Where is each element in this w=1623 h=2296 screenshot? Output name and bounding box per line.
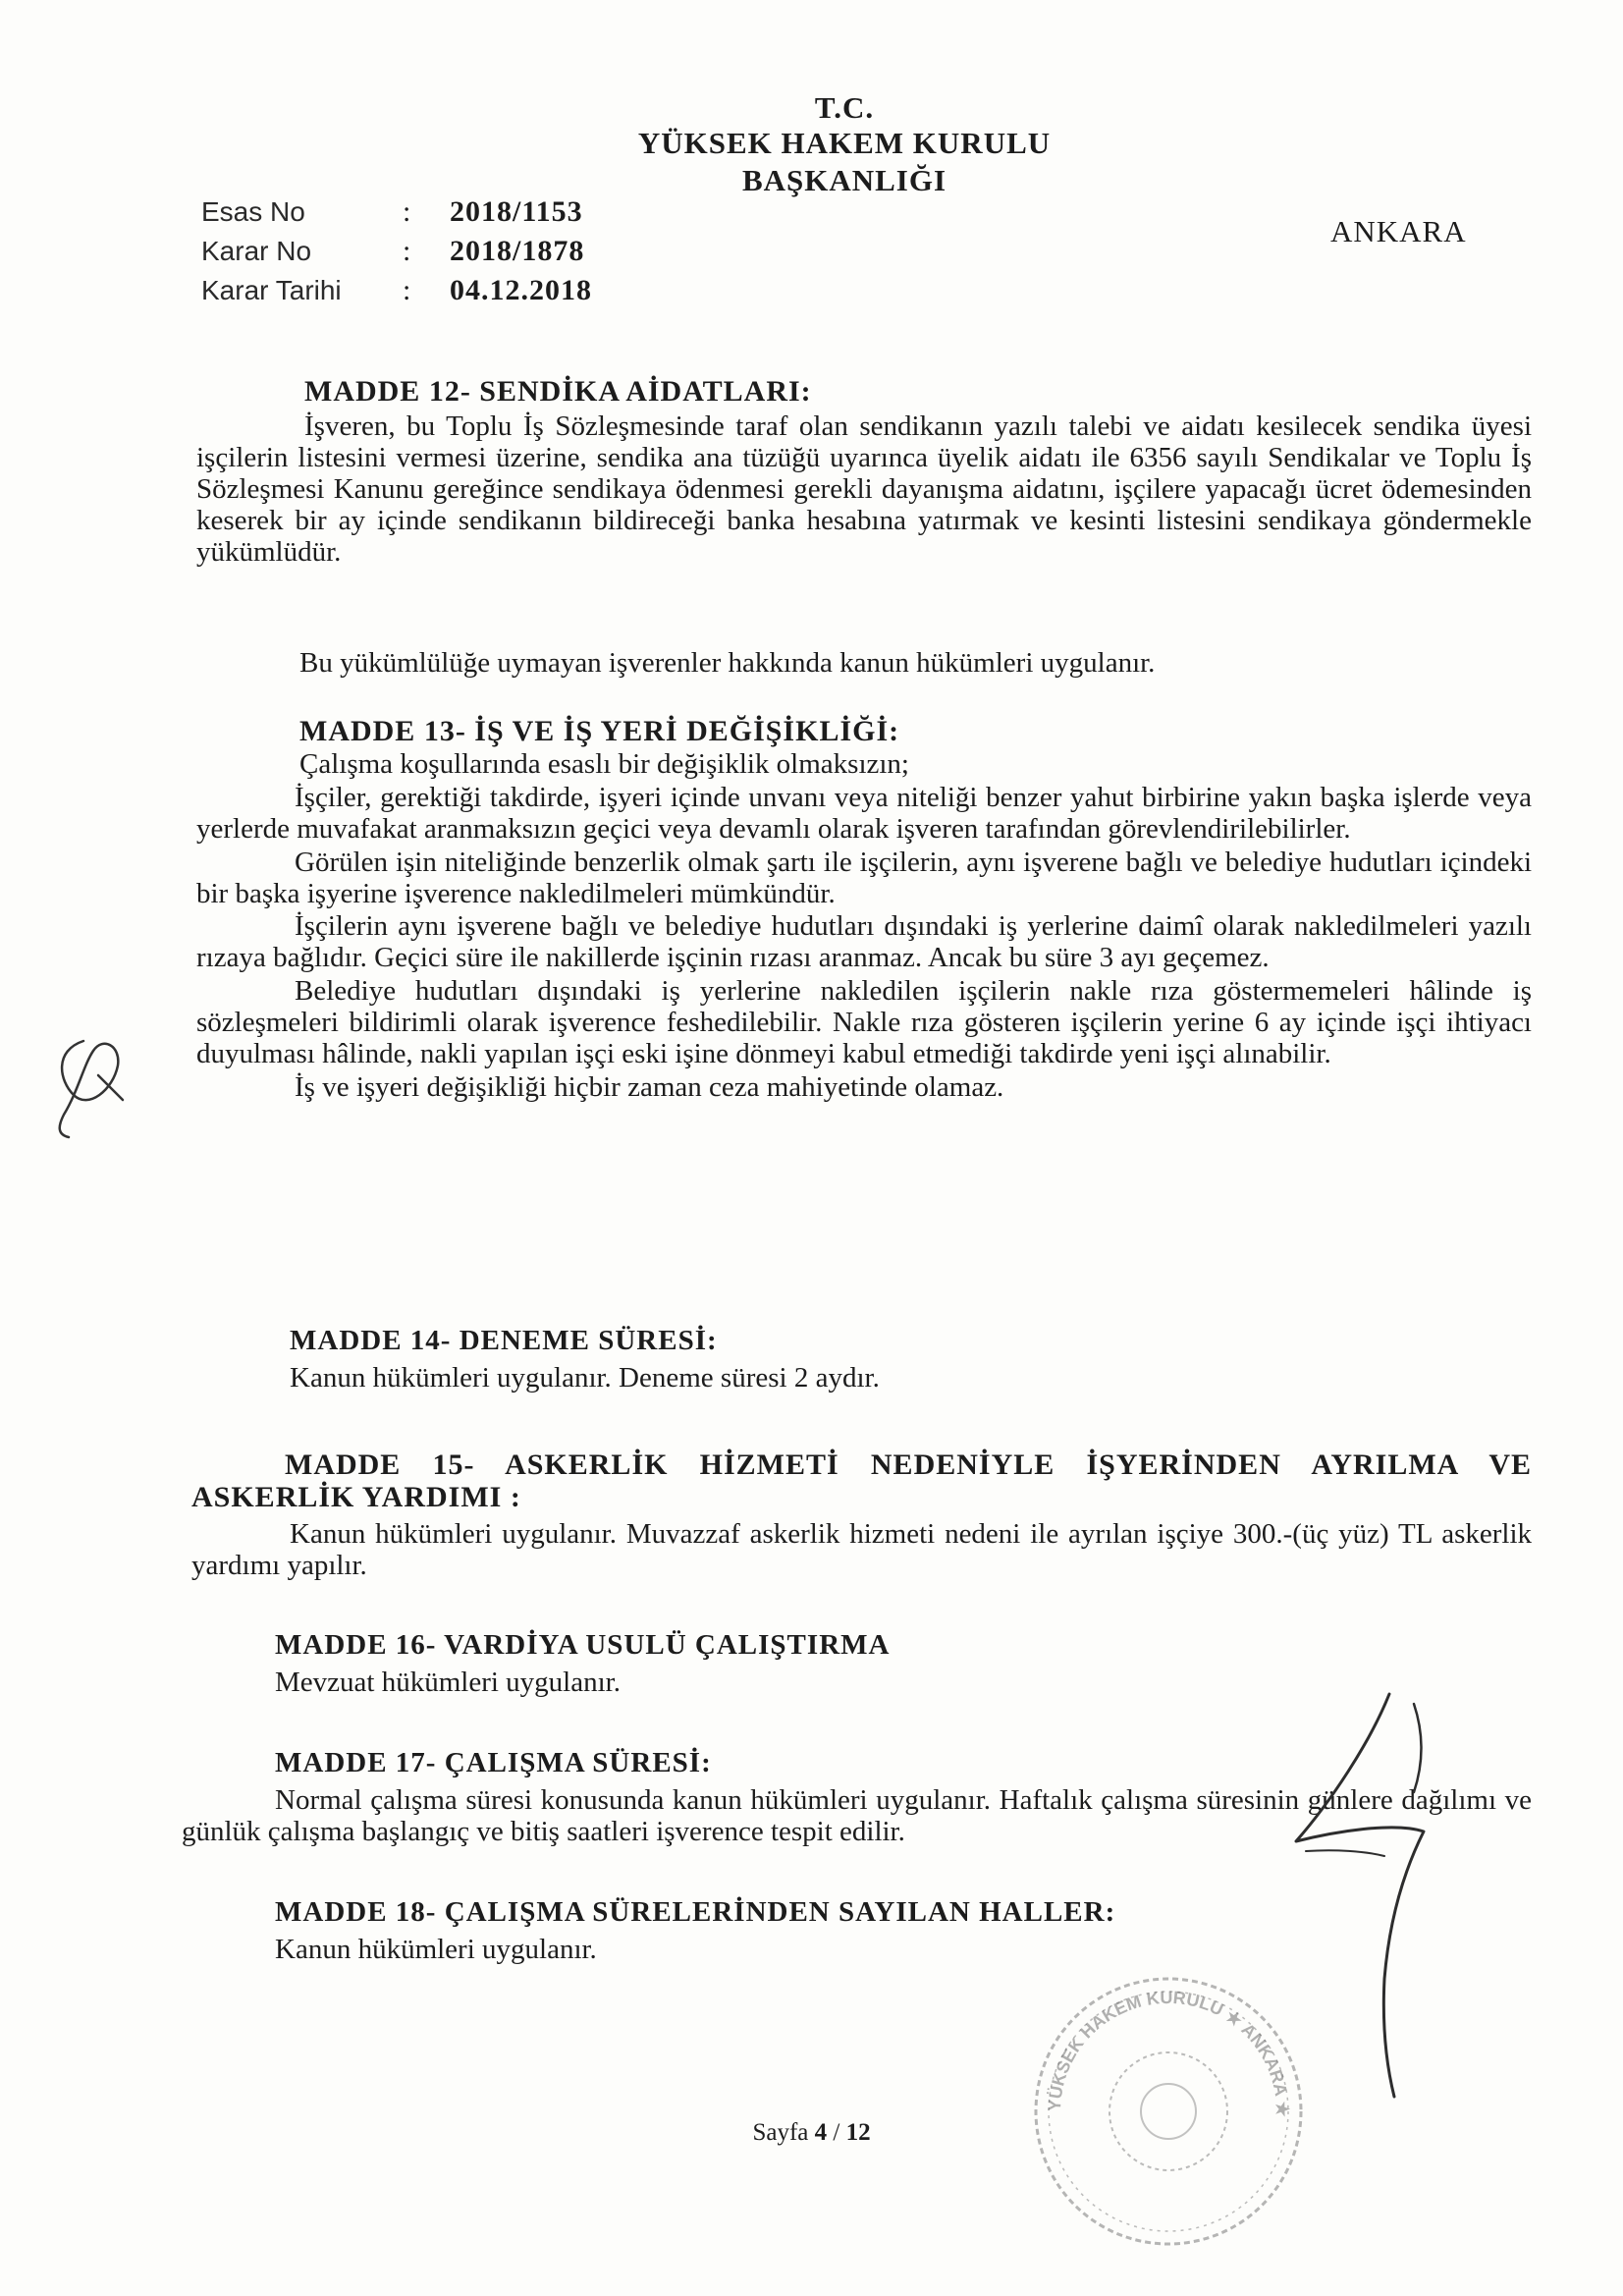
article-16-text: Mevzuat hükümleri uygulanır. — [275, 1666, 621, 1698]
article-12-heading: MADDE 12- SENDİKA AİDATLARI: — [304, 375, 812, 408]
article-13-paragraph-1: İşçiler, gerektiği takdirde, işyeri içinde unvanı veya niteliği benzer yahut birbirine yakın başka işlerde veya yerlerde muvafakat aranmaksızın geçici veya devamlı olarak işveren tarafından görevlendirilebilirler. — [196, 781, 1532, 845]
article-12-paragraph-1: İşveren, bu Toplu İş Sözleşmesinde taraf olan sendikanın yazılı talebi ve aidatı kesilecek sendika üyesi işçilerin listesini vermesi üzerine, sendika ana tüzüğü uyarınca üyelik aidatı ile 6356 sayılı Sendikalar ve Toplu İş Sözleşmesi Kanunu gereğince sendikaya ödenmesi gerekli dayanışma aidatını, işçilere yapacağı ücret ödemesinden keserek bir ay içinde sendikanın bildireceği banka hesabına yatırmak ve kesinti listesini sendikaya göndermekle yükümlüdür. — [196, 410, 1532, 568]
official-seal-icon — [1021, 1969, 1316, 2254]
esas-label: Esas No — [201, 196, 305, 227]
esas-row — [201, 192, 592, 232]
article-13-paragraph-5: İş ve işyeri değişikliği hiçbir zaman ceza mahiyetinde olamaz. — [295, 1070, 1004, 1103]
karar-colon: : — [403, 235, 411, 267]
article-13-heading: MADDE 13- İŞ VE İŞ YERİ DEĞİŞİKLİĞİ: — [299, 715, 900, 747]
article-13 — [196, 715, 1532, 1104]
seal-ring-text: YÜKSEK HAKEM KURULU ★ ANKARA ★ — [1044, 1987, 1293, 2117]
article-16-heading: MADDE 16- VARDİYA USULÜ ÇALIŞTIRMA — [275, 1629, 891, 1661]
page-number — [0, 2119, 1623, 2147]
article-17-text: Normal çalışma süresi konusunda kanun hükümleri uygulanır. Haftalık çalışma süresinin günlere dağılımı ve günlük çalışma başlangıç ve bitiş saatleri işverence tespit edilir. — [182, 1783, 1532, 1847]
header-kurul: YÜKSEK HAKEM KURULU — [637, 126, 1052, 160]
tarih-row — [201, 271, 592, 310]
esas-value: 2018/1153 — [450, 195, 583, 228]
tarih-colon: : — [403, 274, 411, 306]
page-total: 12 — [845, 2119, 871, 2146]
article-18-text: Kanun hükümleri uygulanır. — [275, 1933, 597, 1965]
article-13-paragraph-3: İşçilerin aynı işverene bağlı ve belediye hudutları dışındaki iş yerlerine daimî olarak nakledilmeleri yazılı rızaya bağlıdır. Geçici süre ile nakillerde işçinin rızası aranmaz. Ancak bu süre 3 ayı geçemez. — [196, 910, 1532, 974]
esas-colon: : — [403, 195, 411, 228]
article-12-paragraph-2: Bu yükümlülüğe uymayan işverenler hakkında kanun hükümleri uygulanır. — [299, 647, 1156, 679]
article-13-paragraph-2: Görülen işin niteliğinde benzerlik olmak şartı ile işçilerin, aynı işverene bağlı ve belediye hudutları içindeki bir başka işyerine işverence nakledilmeleri mümkündür. — [196, 846, 1532, 909]
handwritten-margin-mark-icon — [44, 1021, 142, 1149]
page-current: 4 — [814, 2119, 828, 2146]
case-metadata — [201, 192, 592, 310]
tarih-label: Karar Tarihi — [201, 275, 342, 305]
karar-row — [201, 232, 592, 271]
header-city: ANKARA — [1330, 214, 1467, 248]
article-14-heading: MADDE 14- DENEME SÜRESİ: — [290, 1325, 718, 1356]
article-18-heading: MADDE 18- ÇALIŞMA SÜRELERİNDEN SAYILAN HALLER: — [275, 1896, 1116, 1928]
article-15 — [191, 1449, 1532, 1582]
article-15-heading: MADDE 15- ASKERLİK HİZMETİ NEDENİYLE İŞYERİNDEN AYRILMA VE ASKERLİK YARDIMI : — [191, 1449, 1532, 1513]
article-14-text: Kanun hükümleri uygulanır. Deneme süresi 2 aydır. — [290, 1361, 880, 1394]
header-tc: T.C. — [814, 90, 875, 125]
karar-value: 2018/1878 — [450, 235, 585, 267]
article-12-note — [196, 648, 1532, 680]
page-separator: / — [833, 2119, 840, 2146]
article-17-heading: MADDE 17- ÇALIŞMA SÜRESİ: — [275, 1747, 712, 1778]
karar-label: Karar No — [201, 236, 312, 266]
header-baskanlik: BAŞKANLIĞI — [741, 163, 947, 197]
article-13-paragraph-4: Belediye hudutları dışındaki iş yerlerine nakledilen işçilerin nakle rıza göstermemeleri hâlinde iş sözleşmeleri bildirimli olarak işverence feshedilebilir. Nakle rıza gösteren işçilerin yerine 6 ay içinde işçi ihtiyacı duyulması hâlinde, nakli yapılan işçi eski işine dönmeyi kabul etmediği takdirde yeni işçi alınabilir. — [196, 975, 1532, 1070]
article-14 — [196, 1326, 1532, 1394]
page-prefix: Sayfa — [752, 2119, 809, 2146]
tarih-value: 04.12.2018 — [450, 274, 592, 306]
article-13-lead: Çalışma koşullarında esaslı bir değişiklik olmaksızın; — [299, 748, 909, 780]
article-15-text: Kanun hükümleri uygulanır. Muvazzaf askerlik hizmeti nedeni ile ayrılan işçiye 300.-(üç yüz) TL askerlik yardımı yapılır. — [191, 1518, 1532, 1581]
article-12 — [196, 375, 1532, 568]
